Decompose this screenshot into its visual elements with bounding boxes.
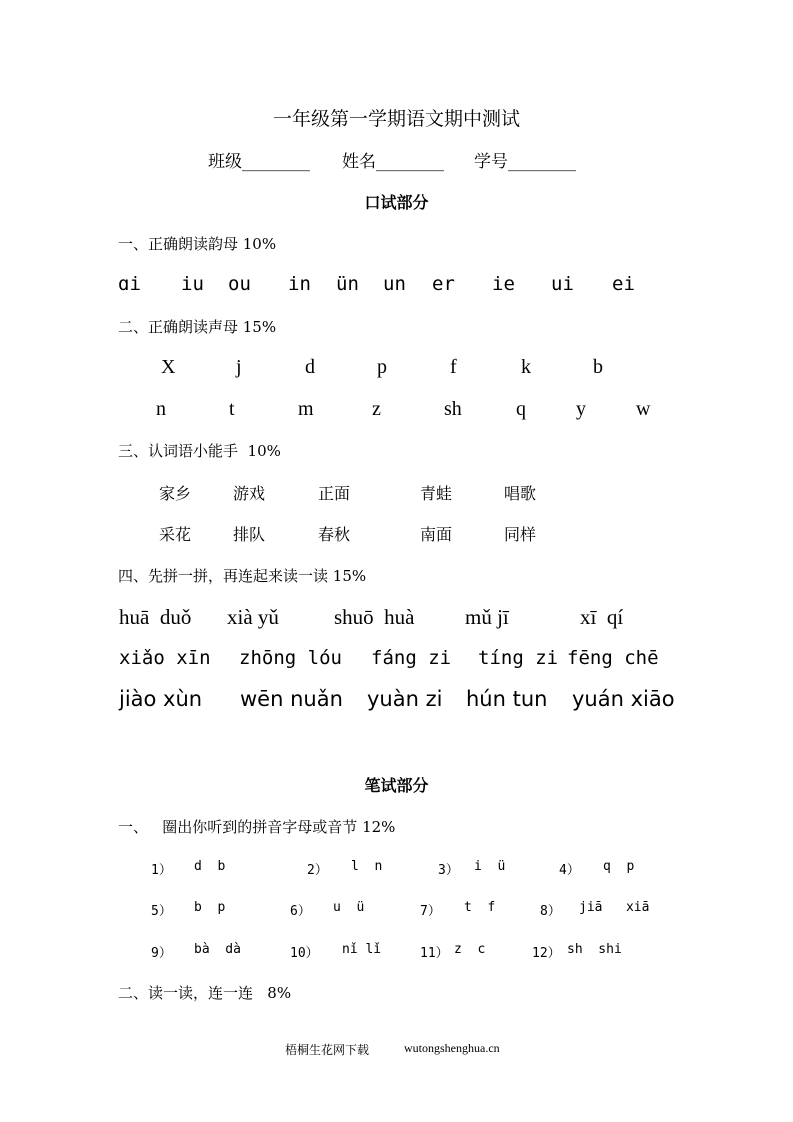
item-options[interactable]: bà dà bbox=[194, 942, 241, 957]
initial-item: t bbox=[229, 398, 235, 420]
class-field[interactable]: 班级________ bbox=[208, 152, 310, 172]
final-item: ün bbox=[336, 273, 359, 295]
pinyin-word: huā duǒ bbox=[119, 605, 192, 629]
item-options[interactable]: i ü bbox=[474, 859, 506, 874]
final-item: iu bbox=[181, 273, 204, 295]
final-item: in bbox=[288, 273, 311, 295]
pinyin-word: hún tun bbox=[466, 687, 548, 711]
final-item: er bbox=[432, 273, 455, 295]
initial-item: p bbox=[377, 356, 387, 378]
oral-q4-label: 四、先拼一拼，再连起来读一读 15% bbox=[118, 567, 367, 585]
item-number: 3） bbox=[438, 863, 459, 878]
initial-item: f bbox=[450, 356, 457, 378]
item-number: 11） bbox=[420, 946, 449, 961]
item-options[interactable]: l n bbox=[351, 859, 383, 874]
item-options[interactable]: nǐ lǐ bbox=[342, 942, 382, 957]
initial-item: m bbox=[298, 398, 314, 420]
initial-item: n bbox=[156, 398, 166, 420]
written-q2-label: 二、读一读，连一连 8% bbox=[118, 984, 292, 1002]
pinyin-word: shuō huà bbox=[334, 605, 415, 629]
item-options[interactable]: z c bbox=[454, 942, 486, 957]
final-item: ui bbox=[551, 273, 574, 295]
initial-item: sh bbox=[444, 398, 462, 420]
oral-q2-label: 二、正确朗读声母 15% bbox=[118, 318, 277, 336]
pinyin-word: yuàn zi bbox=[367, 687, 443, 711]
item-number: 9） bbox=[151, 946, 172, 961]
final-item: ɑi bbox=[118, 273, 141, 295]
initial-item: y bbox=[576, 398, 586, 420]
item-number: 4） bbox=[559, 863, 580, 878]
pinyin-word: wēn nuǎn bbox=[240, 687, 343, 711]
word-item: 正面 bbox=[318, 484, 351, 503]
pinyin-word: xià yǔ bbox=[227, 605, 279, 629]
final-item: ou bbox=[228, 273, 251, 295]
word-item: 青蛙 bbox=[420, 484, 453, 503]
oral-q3-label: 三、认词语小能手 10% bbox=[118, 442, 281, 460]
final-item: ie bbox=[492, 273, 515, 295]
item-number: 6） bbox=[290, 904, 311, 919]
initial-item: d bbox=[305, 356, 315, 378]
pinyin-word: xī qí bbox=[580, 605, 624, 629]
word-item: 家乡 bbox=[159, 484, 192, 503]
initial-item: z bbox=[372, 398, 381, 420]
pinyin-word: fēng chē bbox=[567, 647, 659, 669]
initial-item: X bbox=[161, 356, 176, 378]
word-item: 唱歌 bbox=[504, 484, 537, 503]
item-options[interactable]: jiā xiā bbox=[579, 900, 650, 915]
name-field[interactable]: 姓名________ bbox=[342, 152, 444, 172]
initial-item: q bbox=[516, 398, 526, 420]
item-options[interactable]: sh shi bbox=[567, 942, 622, 957]
item-number: 10） bbox=[290, 946, 319, 961]
written-q1-label: 一、 圈出你听到的拼音字母或音节 12% bbox=[118, 818, 396, 836]
item-number: 1） bbox=[151, 863, 172, 878]
pinyin-word: yuán xiāo bbox=[572, 687, 675, 711]
item-number: 2） bbox=[307, 863, 328, 878]
pinyin-word: mǔ jī bbox=[465, 605, 509, 629]
word-item: 排队 bbox=[233, 525, 266, 544]
pinyin-word: xiǎo xīn bbox=[119, 647, 211, 669]
initial-item: b bbox=[593, 356, 603, 378]
oral-section-heading: 口试部分 bbox=[364, 193, 429, 212]
oral-q1-label: 一、正确朗读韵母 10% bbox=[118, 235, 277, 253]
word-item: 采花 bbox=[159, 525, 192, 544]
pinyin-word: tíng zi bbox=[478, 647, 559, 669]
item-number: 7） bbox=[420, 904, 441, 919]
pinyin-word: fáng zi bbox=[371, 647, 452, 669]
footer-site-name: 梧桐生花网下载 bbox=[285, 1043, 370, 1057]
item-options[interactable]: u ü bbox=[333, 900, 365, 915]
item-number: 8） bbox=[540, 904, 561, 919]
item-number: 12） bbox=[532, 946, 561, 961]
word-item: 游戏 bbox=[233, 484, 266, 503]
initial-item: j bbox=[236, 356, 242, 378]
final-item: ei bbox=[612, 273, 635, 295]
initial-item: k bbox=[521, 356, 531, 378]
item-options[interactable]: t f bbox=[464, 900, 496, 915]
written-section-heading: 笔试部分 bbox=[364, 776, 429, 795]
item-options[interactable]: b p bbox=[194, 900, 226, 915]
word-item: 南面 bbox=[420, 525, 453, 544]
footer-url[interactable]: wutongshenghua.cn bbox=[404, 1041, 500, 1055]
word-item: 春秋 bbox=[318, 525, 351, 544]
item-options[interactable]: q p bbox=[603, 859, 635, 874]
page-title: 一年级第一学期语文期中测试 bbox=[272, 108, 520, 130]
initial-item: w bbox=[636, 398, 651, 420]
student-id-field[interactable]: 学号________ bbox=[474, 152, 576, 172]
pinyin-word: zhōng lóu bbox=[239, 647, 342, 669]
pinyin-word: jiào xùn bbox=[119, 687, 203, 711]
final-item: un bbox=[383, 273, 406, 295]
item-options[interactable]: d b bbox=[194, 859, 226, 874]
word-item: 同样 bbox=[504, 525, 537, 544]
item-number: 5） bbox=[151, 904, 172, 919]
